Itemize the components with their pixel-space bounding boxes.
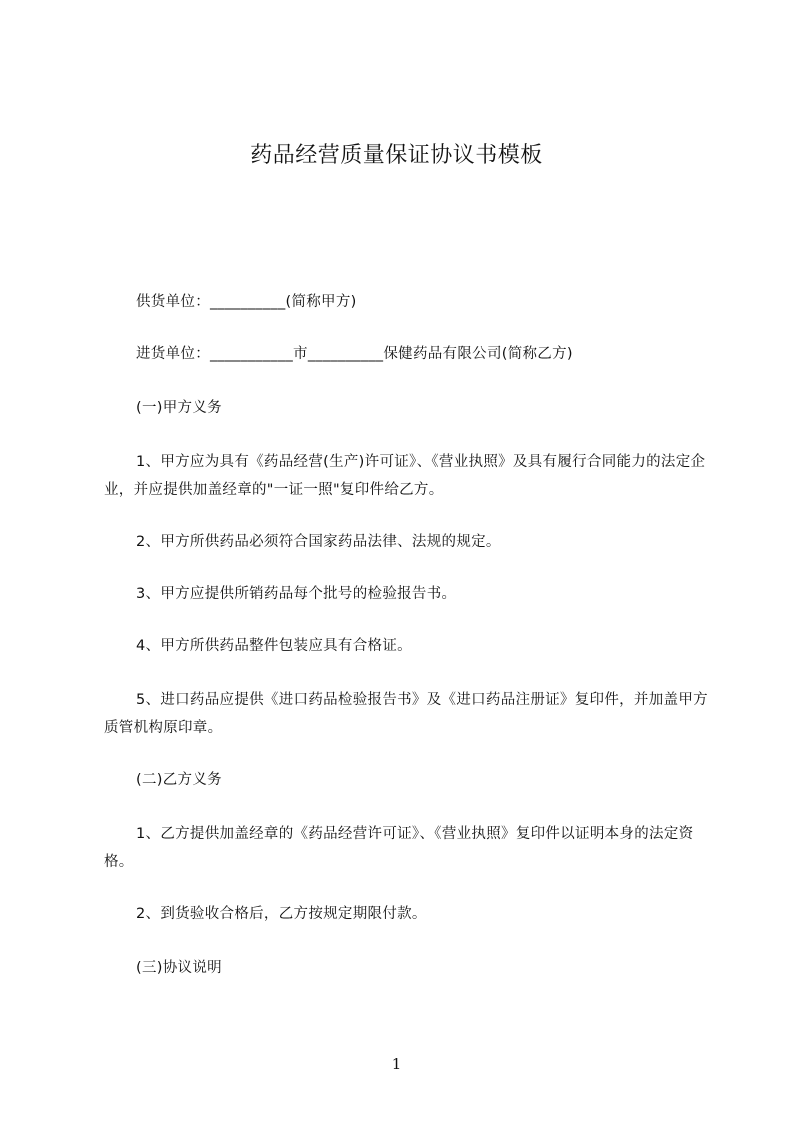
party-b-obligation-2: 2、到货验收合格后，乙方按规定期限付款。	[136, 906, 427, 922]
party-b-obligation-1: 1、乙方提供加盖经章的《药品经营许可证》、《营业执照》复印件以证明本身的法定资格。	[104, 826, 694, 870]
section-heading-party-b: (二)乙方义务	[136, 772, 222, 788]
party-a-obligation-4: 4、甲方所供药品整件包装应具有合格证。	[136, 638, 412, 654]
buyer-line: 进货单位：___________市__________保健药品有限公司(简称乙方)	[136, 346, 573, 362]
section-heading-agreement-notes: (三)协议说明	[136, 960, 222, 976]
party-a-obligation-5: 5、进口药品应提供《进口药品检验报告书》及《进口药品注册证》复印件，并加盖甲方质管机构原印章。	[104, 692, 708, 736]
party-a-obligation-3: 3、甲方应提供所销药品每个批号的检验报告书。	[136, 586, 457, 602]
document-title: 药品经营质量保证协议书模板	[250, 143, 543, 168]
supplier-line: 供货单位：__________(简称甲方)	[136, 294, 357, 310]
party-a-obligation-1: 1、甲方应为具有《药品经营(生产)许可证》、《营业执照》及具有履行合同能力的法定企业，并应提供加盖经章的"一证一照"复印件给乙方。	[104, 454, 706, 498]
page-number: 1	[391, 1055, 402, 1073]
section-heading-party-a: (一)甲方义务	[136, 400, 222, 416]
party-a-obligation-2: 2、甲方所供药品必须符合国家药品法律、法规的规定。	[136, 534, 501, 550]
